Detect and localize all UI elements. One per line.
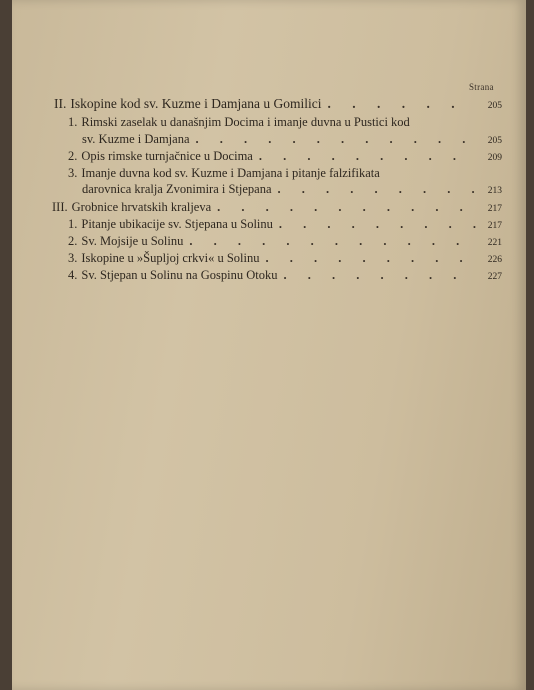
item-number: 4.	[68, 268, 78, 282]
page-number: 217	[487, 204, 502, 214]
leader-dots	[259, 149, 476, 164]
item-number: 3.	[68, 166, 78, 180]
leader-dots	[189, 234, 476, 249]
leader-dots	[283, 268, 476, 283]
page-number: 209	[487, 153, 502, 163]
leader-dots	[278, 182, 476, 197]
item-number: 1.	[68, 217, 78, 231]
toc-item	[68, 149, 502, 164]
page-number: 205	[487, 136, 502, 146]
item-title: Pitanje ubikacije sv. Stjepana u Solinu	[81, 217, 273, 231]
leader-dots	[266, 251, 477, 266]
page-number: 226	[487, 255, 502, 265]
item-number: 2.	[68, 149, 78, 163]
item-title: Sv. Mojsije u Solinu	[81, 234, 184, 248]
leader-dots	[327, 96, 476, 112]
item-title: Opis rimske turnjačnice u Docima	[81, 149, 253, 163]
leader-dots	[196, 132, 477, 147]
page-number: 213	[487, 186, 502, 196]
section-title: Iskopine kod sv. Kuzme i Damjana u Gomilici	[70, 96, 322, 111]
toc-item	[68, 251, 502, 266]
toc-item	[68, 234, 502, 249]
toc-item	[68, 268, 502, 283]
toc-item	[68, 166, 502, 181]
item-number: 3.	[68, 251, 78, 265]
section-number: III.	[52, 200, 68, 214]
section-heading	[52, 200, 502, 215]
section-number: II.	[54, 96, 67, 111]
toc-item	[68, 217, 502, 232]
page-number: 227	[487, 272, 502, 282]
toc-item	[68, 115, 502, 130]
toc-item-continuation	[82, 132, 502, 147]
page-column-header: Strana	[469, 82, 494, 92]
item-number: 1.	[68, 115, 78, 129]
book-page	[12, 0, 526, 690]
section-title: Grobnice hrvatskih kraljeva	[71, 200, 212, 214]
item-title: Imanje duvna kod sv. Kuzme i Damjana i pitanje falzifikata	[81, 166, 380, 180]
section-heading	[54, 96, 502, 112]
leader-dots	[279, 217, 476, 232]
page-number: 217	[487, 221, 502, 231]
leader-dots	[217, 200, 476, 215]
item-title-continued: darovnica kralja Zvonimira i Stjepana	[82, 182, 272, 196]
item-title: Sv. Stjepan u Solinu na Gospinu Otoku	[81, 268, 278, 282]
page-number: 221	[487, 238, 502, 248]
toc-item-continuation	[82, 182, 502, 197]
item-title-continued: sv. Kuzme i Damjana	[82, 132, 190, 146]
item-title: Iskopine u »Šupljoj crkvi« u Solinu	[81, 251, 260, 265]
item-number: 2.	[68, 234, 78, 248]
page-number: 205	[487, 101, 502, 111]
item-title: Rimski zaselak u današnjim Docima i imanje duvna u Pustici kod	[81, 115, 410, 129]
